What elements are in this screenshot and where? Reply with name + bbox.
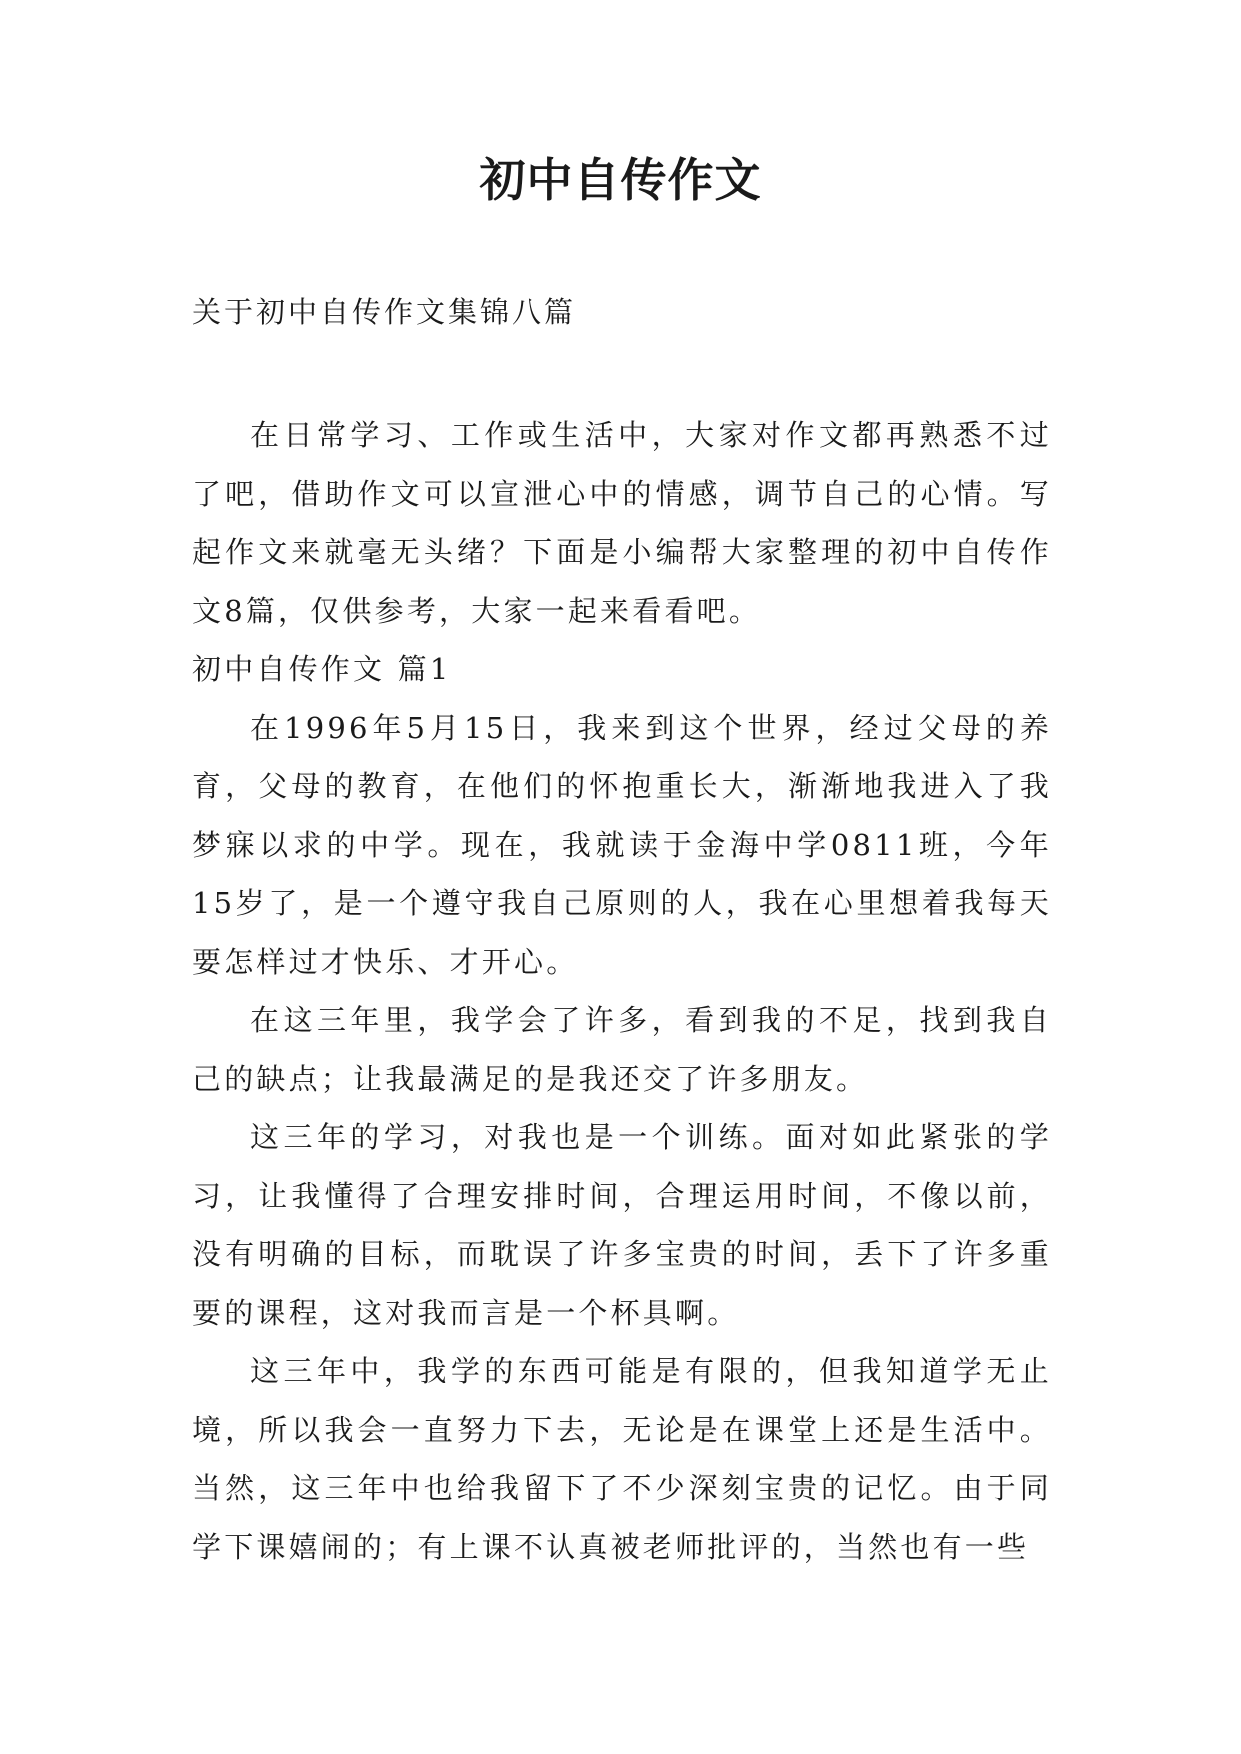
body-paragraph: 这三年中，我学的东西可能是有限的，但我知道学无止境，所以我会一直努力下去，无论是在课堂上还是生活中。当然，这三年中也给我留下了不少深刻宝贵的记忆。由于同学下课嬉闹的；有上课不认真被老师批评的，当然也有一些 (192, 1354, 1052, 1564)
body-paragraph: 在这三年里，我学会了许多，看到我的不足，找到我自己的缺点；让我最满足的是我还交了许多朋友。 (192, 1003, 1052, 1096)
document-subtitle: 关于初中自传作文集锦八篇 (192, 295, 577, 329)
body-paragraph: 在1996年5月15日，我来到这个世界，经过父母的养育，父母的教育，在他们的怀抱重长大，渐渐地我进入了我梦寐以求的中学。现在，我就读于金海中学0811班，今年15岁了，是一个遵守我自己原则的人，我在心里想着我每天要怎样过才快乐、才开心。 (192, 710, 1052, 979)
intro-paragraph: 在日常学习、工作或生活中，大家对作文都再熟悉不过了吧，借助作文可以宣泄心中的情感，调节自己的心情。写起作文来就毫无头绪？下面是小编帮大家整理的初中自传作文8篇，仅供参考，大家一起来看看吧。 (192, 418, 1052, 628)
section-heading: 初中自传作文 篇1 (192, 652, 452, 686)
body-paragraph: 这三年的学习，对我也是一个训练。面对如此紧张的学习，让我懂得了合理安排时间，合理运用时间，不像以前，没有明确的目标，而耽误了许多宝贵的时间，丢下了许多重要的课程，这对我而言是一个杯具啊。 (192, 1120, 1052, 1330)
document-body (192, 406, 1052, 1576)
document-title: 初中自传作文 (479, 153, 762, 207)
